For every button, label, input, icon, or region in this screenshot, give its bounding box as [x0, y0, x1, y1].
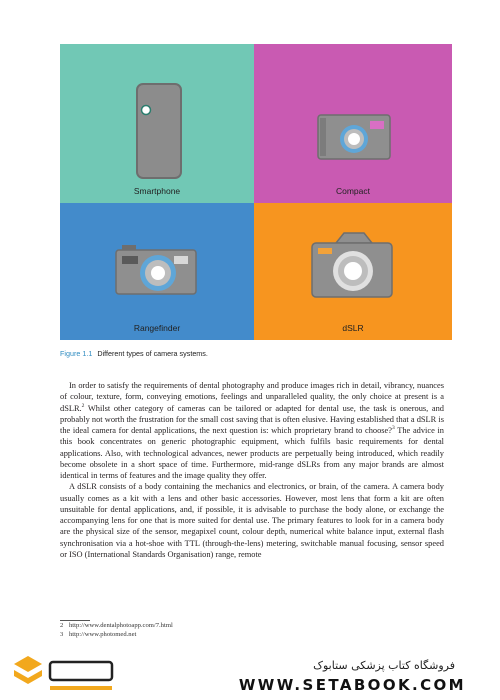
smartphone-illustration — [60, 44, 254, 203]
footnote-rule — [60, 620, 90, 621]
footnotes — [60, 622, 173, 639]
figure-caption-text: Different types of camera systems. — [97, 349, 208, 358]
paragraph-1-part-b: Whilst other category of cameras can be tailored or adapted for dental use, the task is onerous, and probably not worth the frustration for the small cost saving that is often elusive. Having established that a dSLR is the ideal camera for dental applications, the next question is: which proprietary brand to choose? — [60, 403, 444, 435]
compact-camera-illustration — [254, 44, 452, 203]
camera-types-figure — [60, 44, 452, 340]
paragraph-1-part-a: In order to satisfy the requirements of dental photography and produce images rich in detail, vibrancy, nuances of colour, texture, form, conveying emotions, feelings and unparalleled quality, the only choice at present is a dSLR. — [60, 381, 444, 413]
panel-label-rangefinder: Rangefinder — [133, 323, 181, 333]
panel-compact — [254, 44, 452, 203]
store-name-persian: فروشگاه کتاب پزشکی ستابوک — [313, 659, 455, 672]
footnote-3 — [60, 631, 173, 640]
paragraph-2: A dSLR consists of a body containing the mechanics and electronics, or brain, of the camera. A camera body usually comes as a kit with a lens and other basic accessories. However, most lens that form a kit are often unsuitable for dental applications, and, if possible, it is advisable to purchase the body alone, or exchange the accompanying lens for one that is more suited for dental use. The primary features to look for in a camera body are the physical size of the sensor, megapixel count, colour depth, numerical white balance input, external flash synchronisation via a hot-shoe with TTL (through-the-lens) metering, switchable manual focusing, sensor speed or ISO (International Standards Organisation) range, remote — [60, 482, 444, 559]
panel-label-dslr: dSLR — [342, 323, 364, 333]
dslr-camera-illustration — [254, 203, 452, 340]
footnote-ref-2: 2 — [81, 402, 85, 409]
body-text — [60, 380, 444, 560]
footnote-2 — [60, 622, 173, 631]
paragraph-1 — [60, 380, 444, 481]
footnote-link[interactable]: http://www.dentalphotoapp.com/7.html — [69, 622, 173, 629]
rangefinder-camera-illustration — [60, 203, 254, 340]
footnote-number: 3 — [60, 630, 64, 638]
footnote-link[interactable]: http://www.photomed.net — [69, 630, 137, 638]
footnote-ref-3: 3 — [391, 425, 395, 432]
figure-number: Figure 1.1 — [60, 349, 93, 358]
setabook-logo-icon — [10, 656, 118, 700]
paragraph-1-part-c: The advice in this book concentrates on generic photographic equipment, which fulfils basic requirements for dental applications. Also, with technological advances, newer products are perpetually being introduced, which readily become obsolete in a short space of time. Furthermore, mid-range dSLRs from any major brands are almost identical in terms of features and the image quality they offer. — [60, 426, 444, 480]
panel-rangefinder — [60, 203, 254, 340]
footnote-number: 2 — [60, 622, 64, 629]
panel-label-smartphone: Smartphone — [133, 186, 181, 196]
store-url[interactable]: WWW.SETABOOK.COM — [238, 676, 466, 694]
panel-smartphone — [60, 44, 254, 203]
store-banner — [0, 654, 500, 700]
panel-label-compact: Compact — [335, 186, 370, 196]
figure-caption — [60, 349, 208, 358]
panel-dslr — [254, 203, 452, 340]
